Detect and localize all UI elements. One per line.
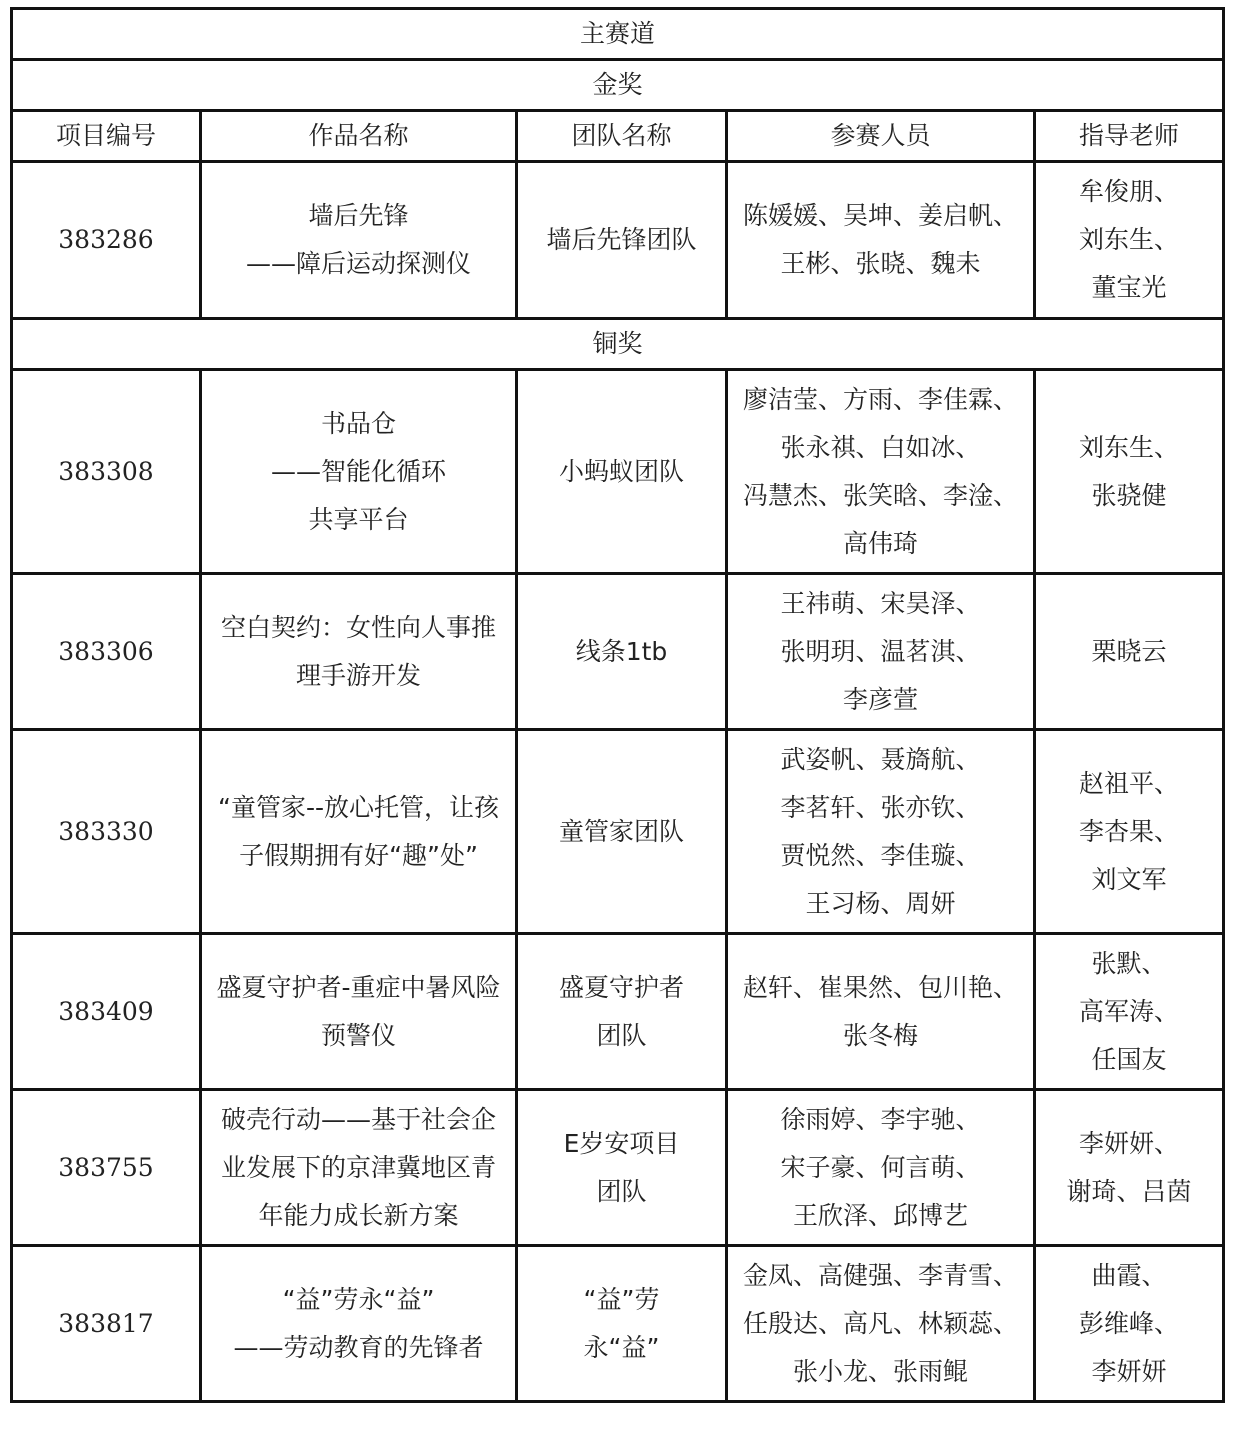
- team-name-line: “益”劳: [583, 1284, 660, 1314]
- advisors-line: 张默、: [1091, 948, 1167, 978]
- team-name-cell: [517, 162, 727, 319]
- participants-line: 张小龙、张雨鲲: [792, 1356, 968, 1386]
- team-name-line: 盛夏守护者: [558, 972, 684, 1002]
- work-name-cell: [201, 370, 517, 574]
- work-name-cell: [201, 730, 517, 934]
- table-row: [12, 370, 1224, 574]
- table-row: [12, 1090, 1224, 1246]
- advisors-line: 牟俊朋、: [1079, 177, 1180, 206]
- participants-line: 张永祺、白如冰、: [780, 432, 981, 462]
- participants-line: 王彬、张晓、魏未: [780, 249, 981, 278]
- project-id-cell: 383755: [12, 1090, 201, 1246]
- participants-line: 任殷达、高凡、林颖蕊、: [742, 1308, 1018, 1338]
- participants-cell: [727, 1090, 1035, 1246]
- team-name-cell: [517, 574, 727, 730]
- table-row: [12, 162, 1224, 319]
- advisors-cell: [1035, 1246, 1224, 1402]
- work-name-cell: [201, 162, 517, 319]
- participants-line: 王欣泽、邱博艺: [792, 1200, 968, 1230]
- advisors-line: 彭维峰、: [1079, 1308, 1180, 1338]
- participants-cell: [727, 370, 1035, 574]
- team-name-line: 永“益”: [583, 1332, 660, 1362]
- team-name-line: 小蚂蚁团队: [558, 456, 684, 486]
- work-name-line: 空白契约：女性向人事推: [220, 612, 496, 642]
- project-id-cell: 383286: [12, 162, 201, 319]
- work-name-cell: [201, 574, 517, 730]
- participants-cell: [727, 934, 1035, 1090]
- work-name-line: “益”劳永“益”: [282, 1284, 435, 1314]
- track-title: 主赛道: [12, 9, 1224, 60]
- project-id-cell: 383306: [12, 574, 201, 730]
- participants-line: 张明玥、温茗淇、: [780, 636, 981, 666]
- team-name-line: E岁安项目: [563, 1128, 680, 1158]
- work-name-line: 年能力成长新方案: [258, 1200, 459, 1230]
- work-name-line: 理手游开发: [295, 660, 421, 690]
- bronze-label-row: [12, 319, 1224, 370]
- work-name-cell: [201, 1090, 517, 1246]
- work-name-line: ——智能化循环: [270, 456, 446, 486]
- team-name-cell: [517, 934, 727, 1090]
- header-team-name: 团队名称: [517, 111, 727, 162]
- table-row: [12, 574, 1224, 730]
- participants-line: 贾悦然、李佳璇、: [780, 840, 981, 870]
- team-name-line: 线条1tb: [575, 636, 668, 666]
- participants-line: 金凤、高健强、李青雪、: [742, 1260, 1018, 1290]
- awards-table-body: [12, 9, 1224, 1402]
- work-name-cell: [201, 934, 517, 1090]
- bronze-award-label: 铜奖: [12, 319, 1224, 370]
- participants-cell: [727, 1246, 1035, 1402]
- advisors-line: 高军涛、: [1079, 996, 1180, 1026]
- participants-line: 王祎萌、宋昊泽、: [780, 588, 981, 618]
- team-name-line: 团队: [596, 1176, 647, 1206]
- work-name-line: 墙后先锋: [308, 201, 409, 230]
- project-id-cell: 383330: [12, 730, 201, 934]
- participants-line: 廖洁莹、方雨、李佳霖、: [742, 384, 1018, 414]
- gold-label-row: [12, 60, 1224, 111]
- team-name-cell: [517, 730, 727, 934]
- participants-cell: [727, 730, 1035, 934]
- advisors-line: 李妍妍、: [1079, 1128, 1180, 1158]
- team-name-line: 童管家团队: [558, 816, 684, 846]
- participants-line: 高伟琦: [842, 528, 918, 558]
- advisors-line: 张骁健: [1091, 480, 1167, 510]
- work-name-cell: [201, 1246, 517, 1402]
- work-name-line: 破壳行动——基于社会企: [220, 1104, 496, 1134]
- track-title-row: [12, 9, 1224, 60]
- participants-line: 李彦萱: [842, 684, 918, 714]
- header-project-id: 项目编号: [12, 111, 201, 162]
- participants-line: 武姿帆、聂旖航、: [780, 744, 981, 774]
- advisors-line: 刘东生、: [1079, 225, 1180, 254]
- participants-line: 李茗轩、张亦钦、: [780, 792, 981, 822]
- advisors-line: 曲霞、: [1091, 1260, 1167, 1290]
- work-name-line: 子假期拥有好“趣”处”: [239, 840, 478, 870]
- awards-table: [10, 7, 1225, 1403]
- advisors-cell: [1035, 370, 1224, 574]
- advisors-line: 谢琦、吕茵: [1066, 1176, 1192, 1206]
- work-name-line: ——劳动教育的先锋者: [233, 1332, 484, 1362]
- advisors-line: 李杏果、: [1079, 816, 1180, 846]
- advisors-cell: [1035, 162, 1224, 319]
- advisors-cell: [1035, 574, 1224, 730]
- work-name-line: 盛夏守护者-重症中暑风险: [216, 972, 501, 1002]
- header-participants: 参赛人员: [727, 111, 1035, 162]
- participants-line: 冯慧杰、张笑晗、李淦、: [742, 480, 1018, 510]
- advisors-line: 任国友: [1091, 1044, 1167, 1074]
- advisors-cell: [1035, 1090, 1224, 1246]
- advisors-cell: [1035, 934, 1224, 1090]
- project-id-cell: 383308: [12, 370, 201, 574]
- participants-cell: [727, 162, 1035, 319]
- advisors-line: 刘东生、: [1079, 432, 1180, 462]
- work-name-line: 预警仪: [320, 1020, 396, 1050]
- header-work-name: 作品名称: [201, 111, 517, 162]
- work-name-line: ——障后运动探测仪: [245, 249, 471, 278]
- header-row: [12, 111, 1224, 162]
- work-name-line: 书品仓: [320, 408, 396, 438]
- header-advisors: 指导老师: [1035, 111, 1224, 162]
- team-name-cell: [517, 1246, 727, 1402]
- table-row: [12, 934, 1224, 1090]
- advisors-line: 刘文军: [1091, 864, 1167, 894]
- advisors-line: 栗晓云: [1091, 636, 1167, 666]
- team-name-line: 团队: [596, 1020, 647, 1050]
- project-id-cell: 383409: [12, 934, 201, 1090]
- project-id-cell: 383817: [12, 1246, 201, 1402]
- work-name-line: 业发展下的京津冀地区青: [220, 1152, 496, 1182]
- advisors-line: 赵祖平、: [1079, 768, 1180, 798]
- participants-line: 赵轩、崔果然、包川艳、: [742, 972, 1018, 1002]
- team-name-line: 墙后先锋团队: [546, 225, 697, 254]
- table-row: [12, 1246, 1224, 1402]
- participants-line: 张冬梅: [842, 1020, 918, 1050]
- participants-line: 陈媛媛、吴坤、姜启帆、: [742, 201, 1018, 230]
- advisors-line: 李妍妍: [1091, 1356, 1167, 1386]
- participants-line: 徐雨婷、李宇驰、: [780, 1104, 981, 1134]
- team-name-cell: [517, 1090, 727, 1246]
- participants-line: 宋子豪、何言萌、: [780, 1152, 981, 1182]
- gold-award-label: 金奖: [12, 60, 1224, 111]
- work-name-line: “童管家--放心托管，让孩: [218, 792, 499, 822]
- advisors-cell: [1035, 730, 1224, 934]
- participants-line: 王习杨、周妍: [805, 888, 956, 918]
- advisors-line: 董宝光: [1091, 273, 1167, 302]
- work-name-line: 共享平台: [308, 504, 409, 534]
- table-row: [12, 730, 1224, 934]
- participants-cell: [727, 574, 1035, 730]
- team-name-cell: [517, 370, 727, 574]
